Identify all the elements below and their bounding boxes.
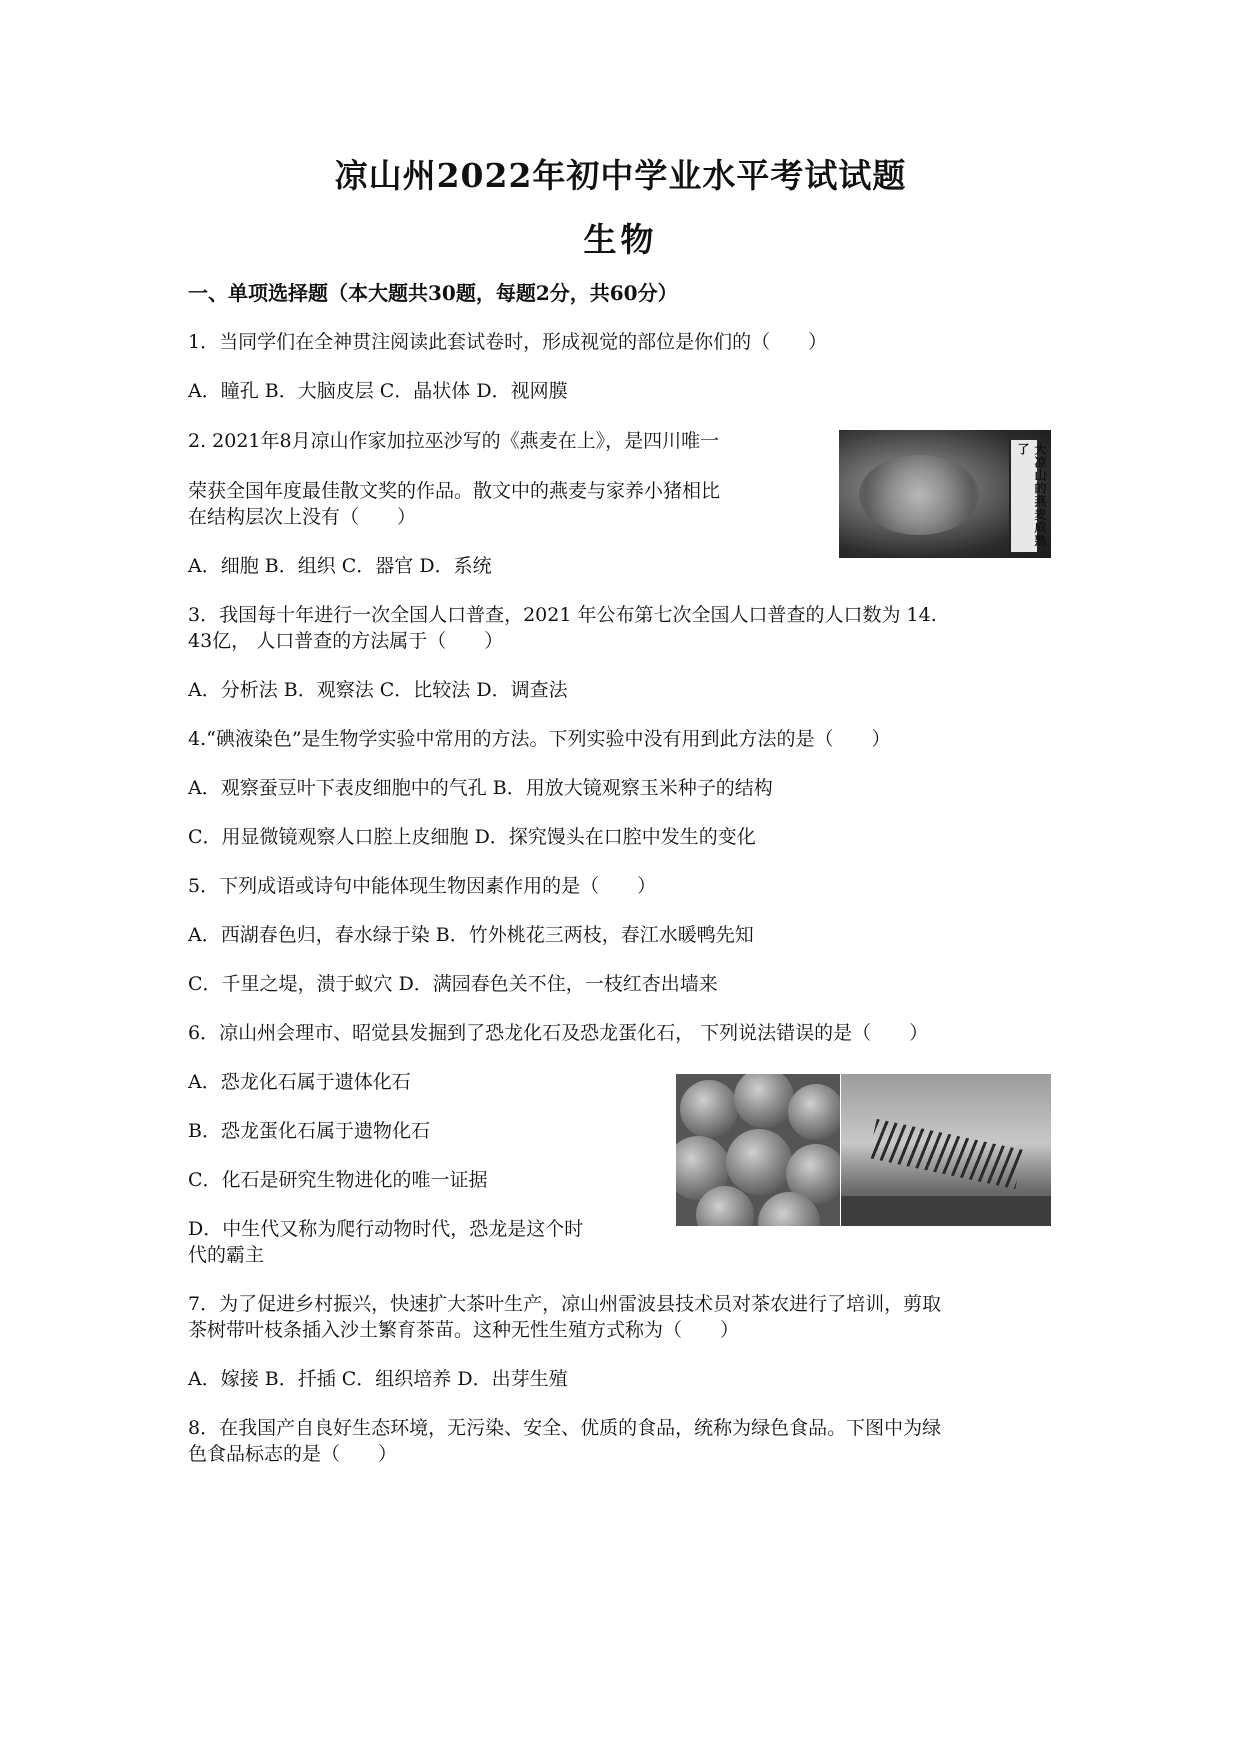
question-6-option-d-line-2: 代的霸主 [188,1244,265,1266]
question-7-options: A．嫁接 B．扦插 C．组织培养 D．出芽生殖 [188,1368,568,1390]
question-4: 4.“碘液染色”是生物学实验中常用的方法。下列实验中没有用到此方法的是（ ） [188,728,891,750]
question-6-option-a: A．恐龙化石属于遗体化石 [188,1071,411,1093]
question-7-line-2: 茶树带叶枝条插入沙土繁育茶苗。这种无性生殖方式称为（ ） [188,1319,740,1341]
question-3-line-1: 3．我国每十年进行一次全国人口普查，2021 年公布第七次全国人口普查的人口数为 14. [188,604,937,626]
question-2-line-2: 荣获全国年度最佳散文奖的作品。散文中的燕麦与家养小猪相比 [188,480,721,502]
question-5-options-ab: A．西湖春色归，春水绿于染 B．竹外桃花三两枝，春江水暖鸭先知 [188,924,754,946]
display-base [841,1196,1051,1226]
oats-photo [839,430,1051,558]
dinosaur-skeleton-fossil-photo [841,1074,1051,1226]
question-4-options-cd: C．用显微镜观察人口腔上皮细胞 D．探究馒头在口腔中发生的变化 [188,826,756,848]
question-8-line-1: 8．在我国产自良好生态环境，无污染、安全、优质的食品，统称为绿色食品。下图中为绿 [188,1417,942,1439]
skeleton-bones-image [868,1119,1023,1189]
dinosaur-egg-fossil-photo [676,1074,840,1226]
question-4-options-ab: A．观察蚕豆叶下表皮细胞中的气孔 B．用放大镜观察玉米种子的结构 [188,777,773,799]
question-2-options: A．细胞 B．组织 C．器官 D．系统 [188,555,492,577]
question-3-options: A．分析法 B．观察法 C．比较法 D．调查法 [188,679,568,701]
question-6-option-c: C．化石是研究生物进化的唯一证据 [188,1169,488,1191]
question-1: 1．当同学们在全神贯注阅读此套试卷时，形成视觉的部位是你们的（ ） [188,331,828,353]
oats-photo-banner-text: 大凉山的燕麦成熟了 [1016,443,1047,547]
oats-photo-banner [1009,440,1047,552]
question-6: 6．凉山州会理市、昭觉县发掘到了恐龙化石及恐龙蛋化石， 下列说法错误的是（ ） [188,1022,929,1044]
question-6-option-b: B．恐龙蛋化石属于遗物化石 [188,1120,430,1142]
question-5: 5．下列成语或诗句中能体现生物因素作用的是（ ） [188,875,657,897]
section-heading: 一、单项选择题（本大题共30题，每题2分，共60分） [188,281,678,305]
question-3-line-2: 43亿， 人口普查的方法属于（ ） [188,630,504,652]
question-7-line-1: 7．为了促进乡村振兴，快速扩大茶叶生产，凉山州雷波县技术员对茶农进行了培训，剪取 [188,1293,942,1315]
question-8-line-2: 色食品标志的是（ ） [188,1443,398,1465]
question-5-options-cd: C．千里之堤，溃于蚁穴 D．满园春色关不住，一枝红杏出墙来 [188,973,718,995]
hands-with-oats-image [859,455,979,535]
question-2-line-1: 2. 2021年8月凉山作家加拉巫沙写的《燕麦在上》，是四川唯一 [188,430,720,452]
question-2-line-3: 在结构层次上没有（ ） [188,506,417,528]
question-1-options: A．瞳孔 B．大脑皮层 C．晶状体 D．视网膜 [188,380,568,402]
question-6-option-d-line-1: D．中生代又称为爬行动物时代，恐龙是这个时 [188,1218,584,1240]
exam-title: 凉山州2022年初中学业水平考试试题 [334,156,907,195]
subject-title: 生物 [583,220,658,259]
